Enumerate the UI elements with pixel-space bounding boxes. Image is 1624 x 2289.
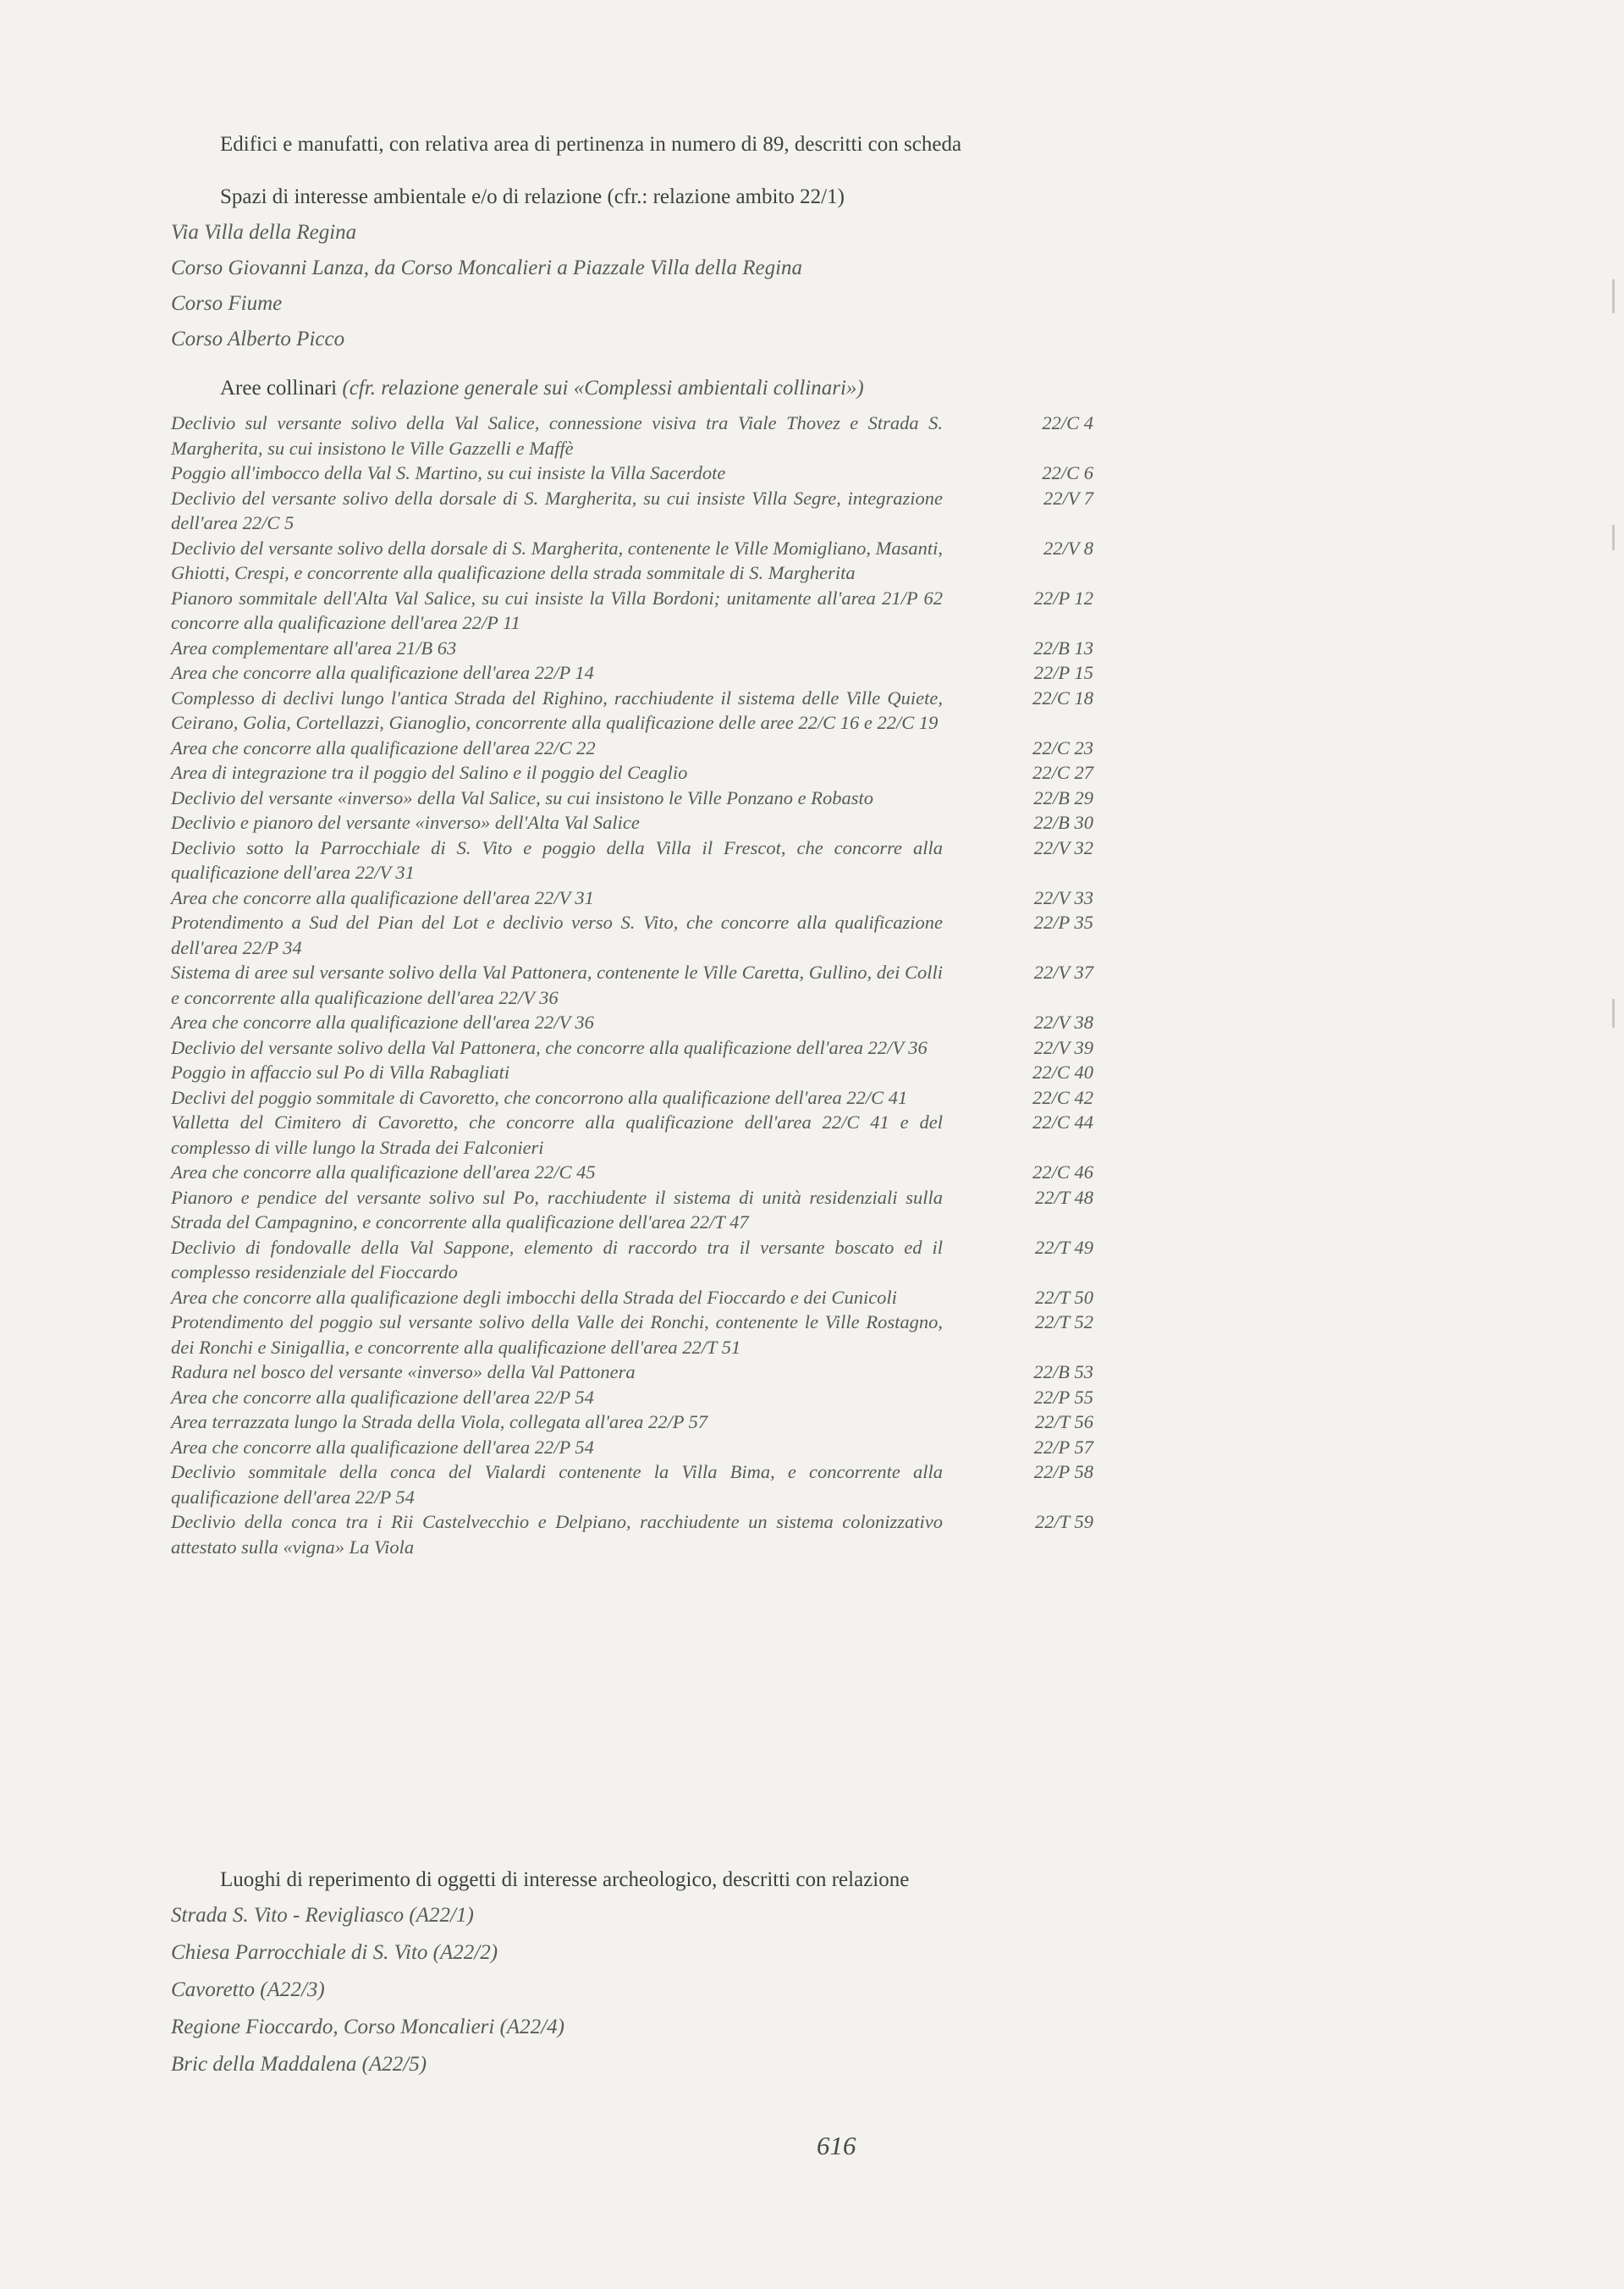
hills-entry-code: 22/V 39 [1033,1036,1093,1058]
hills-entry [171,660,1093,686]
hills-heading-main: Aree collinari [220,377,338,400]
spaces-item: Via Villa della Regina [171,221,357,244]
hills-entry-code: 22/V 37 [1033,962,1093,983]
hills-entry [171,1310,1093,1360]
hills-entry-description: Area di integrazione tra il poggio del Salino e il poggio del Ceaglio [171,762,688,783]
hills-entry-code: 22/V 38 [1033,1012,1093,1033]
hills-heading-note: (cfr. relazione generale sui «Complessi ambientali collinari») [342,377,864,400]
hills-entry-description: Area complementare all'area 21/B 63 [171,637,457,659]
hills-entry [171,760,1093,786]
hills-entry [171,1085,1093,1111]
hills-entry-description: Area che concorre alla qualificazione dell'area 22/V 31 [171,886,594,908]
hills-entry-description: Declivio del versante «inverso» della Val Salice, su cui insistono le Ville Ponzano e Robasto [171,786,874,808]
hills-entry-code: 22/P 35 [1033,912,1093,933]
hills-entry [171,1385,1093,1410]
hills-entry-description: Area che concorre alla qualificazione dell'area 22/C 45 [171,1161,596,1183]
hills-entry-code: 22/C 44 [1032,1111,1093,1133]
hills-entry-description: Declivio del versante solivo della dorsale di S. Margherita, su cui insiste Villa Segre, integrazione dell'area 22/C 5 [171,487,943,533]
hills-entry-description: Area che concorre alla qualificazione dell'area 22/V 36 [171,1012,594,1033]
archaeology-item: Bric della Maddalena (A22/5) [171,2053,427,2076]
hills-entry [171,1185,1093,1235]
hills-entry [171,736,1093,761]
page-number: 616 [817,2131,856,2160]
hills-entry [171,960,1093,1010]
archaeology-item: Cavoretto (A22/3) [171,1978,325,2001]
hills-entry-description: Valletta del Cimitero di Cavoretto, che concorre alla qualificazione dell'area 22/C 41 e del complesso di ville lungo la Strada dei Falconieri [171,1111,943,1158]
hills-entry-description: Declivio sotto la Parrocchiale di S. Vito e poggio della Villa il Frescot, che concorre alla qualificazione dell'area 22/V 31 [171,836,943,883]
hills-entry [171,586,1093,636]
hills-entry-description: Area che concorre alla qualificazione degli imbocchi della Strada del Fioccardo e dei Cunicoli [171,1286,897,1308]
hills-entry-code: 22/C 46 [1032,1161,1093,1183]
hills-entry-code: 22/P 15 [1033,662,1093,683]
hills-entry-description: Declivio e pianoro del versante «inverso» dell'Alta Val Salice [171,812,640,833]
hills-entry [171,1509,1093,1559]
hills-entry [171,1459,1093,1509]
hills-entry-description: Complesso di declivi lungo l'antica Strada del Righino, racchiudente il sistema delle Ville Quiete, Ceirano, Golia, Cortellazzi, Gianoglio, concorrente alla qualificazione delle aree 22/C 16 e 22/C 19 [171,687,943,733]
hills-entry-code: 22/C 4 [1042,412,1093,433]
hills-entry-description: Declivio sommitale della conca del Vialardi contenente la Villa Bima, e concorrente alla qualificazione dell'area 22/P 54 [171,1461,943,1508]
hills-entry [171,461,1093,486]
scan-edge-mark [1612,279,1615,313]
archaeology-item: Regione Fioccardo, Corso Moncalieri (A22/4) [171,2016,564,2038]
hills-entry-code: 22/B 53 [1033,1361,1093,1382]
hills-entry [171,1409,1093,1435]
hills-entry-description: Area che concorre alla qualificazione dell'area 22/P 54 [171,1436,594,1458]
hills-entry [171,636,1093,661]
hills-entry-description: Area che concorre alla qualificazione dell'area 22/P 54 [171,1386,594,1408]
hills-entry-description: Protendimento a Sud del Pian del Lot e declivio verso S. Vito, che concorre alla qualificazione dell'area 22/P 34 [171,912,943,958]
hills-entry [171,1035,1093,1061]
spaces-item: Corso Giovanni Lanza, da Corso Moncalieri a Piazzale Villa della Regina [171,256,803,279]
hills-entry-description: Declivio della conca tra i Rii Castelvecchio e Delpiano, racchiudente un sistema colonizzativo attestato sulla «vigna» La Viola [171,1511,943,1558]
spaces-item: Corso Fiume [171,292,283,315]
section-hills-heading [220,376,864,401]
hills-entry-description: Declivio sul versante solivo della Val Salice, connessione visiva tra Viale Thovez e Strada S. Margherita, su cui insistono le Ville Gazzelli e Maffè [171,412,943,459]
hills-entry-code: 22/C 23 [1032,736,1093,758]
hills-entry [171,1435,1093,1460]
hills-entry-code: 22/V 8 [1043,537,1093,559]
hills-entry [171,786,1093,811]
hills-entry-description: Poggio in affaccio sul Po di Villa Rabagliati [171,1062,510,1083]
hills-entry [171,1110,1093,1160]
hills-entry-description: Radura nel bosco del versante «inverso» della Val Pattonera [171,1361,636,1382]
hills-entry-code: 22/T 50 [1035,1286,1093,1308]
hills-entry-description: Area che concorre alla qualificazione dell'area 22/P 14 [171,662,594,683]
hills-entry-description: Sistema di aree sul versante solivo della Val Pattonera, contenente le Ville Caretta, Gullino, dei Colli e concorrente alla qualificazione dell'area 22/V 36 [171,962,943,1008]
hills-entry-description: Protendimento del poggio sul versante solivo della Valle dei Ronchi, contenente le Ville Rostagno, dei Ronchi e Sinigallia, e concorrente alla qualificazione dell'area 22/T 51 [171,1311,943,1358]
hills-entry-code: 22/V 32 [1033,836,1093,858]
hills-entry-code: 22/T 48 [1035,1186,1093,1208]
hills-entry-code: 22/T 52 [1035,1311,1093,1332]
hills-entry-code: 22/P 57 [1033,1436,1093,1458]
hills-entry [171,810,1093,836]
hills-entry [171,536,1093,586]
section-buildings-heading: Edifici e manufatti, con relativa area di pertinenza in numero di 89, descritti con scheda [220,133,962,156]
scan-edge-mark [1612,525,1615,550]
hills-entry-code: 22/T 56 [1035,1411,1093,1432]
hills-entry [171,1360,1093,1385]
hills-entry-code: 22/P 55 [1033,1386,1093,1408]
hills-entry-description: Declivi del poggio sommitale di Cavoretto, che concorrono alla qualificazione dell'area 22/C 41 [171,1086,908,1108]
hills-entry [171,885,1093,911]
hills-entry-code: 22/C 18 [1032,687,1093,709]
section-archaeology-heading: Luoghi di reperimento di oggetti di interesse archeologico, descritti con relazione [220,1868,910,1891]
hills-entry [171,411,1093,461]
hills-entry [171,1060,1093,1085]
hills-entry-code: 22/P 12 [1033,587,1093,609]
hills-entry-code: 22/P 58 [1033,1461,1093,1482]
hills-entry-code: 22/T 49 [1035,1236,1093,1258]
hills-entry-description: Area terrazzata lungo la Strada della Viola, collegata all'area 22/P 57 [171,1411,708,1432]
hills-entry-code: 22/C 27 [1032,762,1093,783]
hills-entry-code: 22/V 7 [1043,487,1093,509]
hills-entry-description: Area che concorre alla qualificazione dell'area 22/C 22 [171,736,596,758]
hills-entry-code: 22/B 13 [1033,637,1093,659]
archaeology-item: Chiesa Parrocchiale di S. Vito (A22/2) [171,1941,498,1964]
hills-entry-description: Declivio del versante solivo della Val Pattonera, che concorre alla qualificazione dell'area 22/V 36 [171,1036,928,1058]
hills-entry-code: 22/C 40 [1032,1062,1093,1083]
hills-entry-description: Declivio del versante solivo della dorsale di S. Margherita, contenente le Ville Momigliano, Masanti, Ghiotti, Crespi, e concorrente alla qualificazione della strada sommitale di S. Margherita [171,537,943,583]
hills-entry-code: 22/C 42 [1032,1086,1093,1108]
archaeology-item: Strada S. Vito - Revigliasco (A22/1) [171,1904,474,1927]
hills-entry [171,1285,1093,1310]
hills-entry-code: 22/V 33 [1033,886,1093,908]
hills-entry [171,686,1093,736]
hills-entry-code: 22/B 30 [1033,812,1093,833]
hills-entry [171,1160,1093,1185]
hills-entry-description: Declivio di fondovalle della Val Sappone, elemento di raccordo tra il versante boscato ed il complesso residenziale del Fioccardo [171,1236,943,1282]
hills-entry [171,1235,1093,1285]
section-spaces-heading: Spazi di interesse ambientale e/o di relazione (cfr.: relazione ambito 22/1) [220,185,845,208]
hills-entry-code: 22/B 29 [1033,786,1093,808]
hills-entry [171,910,1093,960]
hills-entry-description: Pianoro e pendice del versante solivo sul Po, racchiudente il sistema di unità residenziali sulla Strada del Campagnino, e concorrente alla qualificazione dell'area 22/T 47 [171,1186,943,1233]
hills-entry-description: Poggio all'imbocco della Val S. Martino, su cui insiste la Villa Sacerdote [171,462,726,483]
hills-entry [171,836,1093,885]
hills-entry-code: 22/T 59 [1035,1511,1093,1532]
hills-entry-list [171,411,1093,1559]
scan-edge-mark [1612,999,1615,1028]
spaces-item: Corso Alberto Picco [171,328,345,350]
hills-entry [171,1010,1093,1035]
hills-entry-code: 22/C 6 [1042,462,1093,483]
hills-entry-description: Pianoro sommitale dell'Alta Val Salice, su cui insiste la Villa Bordoni; unitamente all'area 21/P 62 concorre alla qualificazione dell'area 22/P 11 [171,587,943,633]
hills-entry [171,486,1093,536]
